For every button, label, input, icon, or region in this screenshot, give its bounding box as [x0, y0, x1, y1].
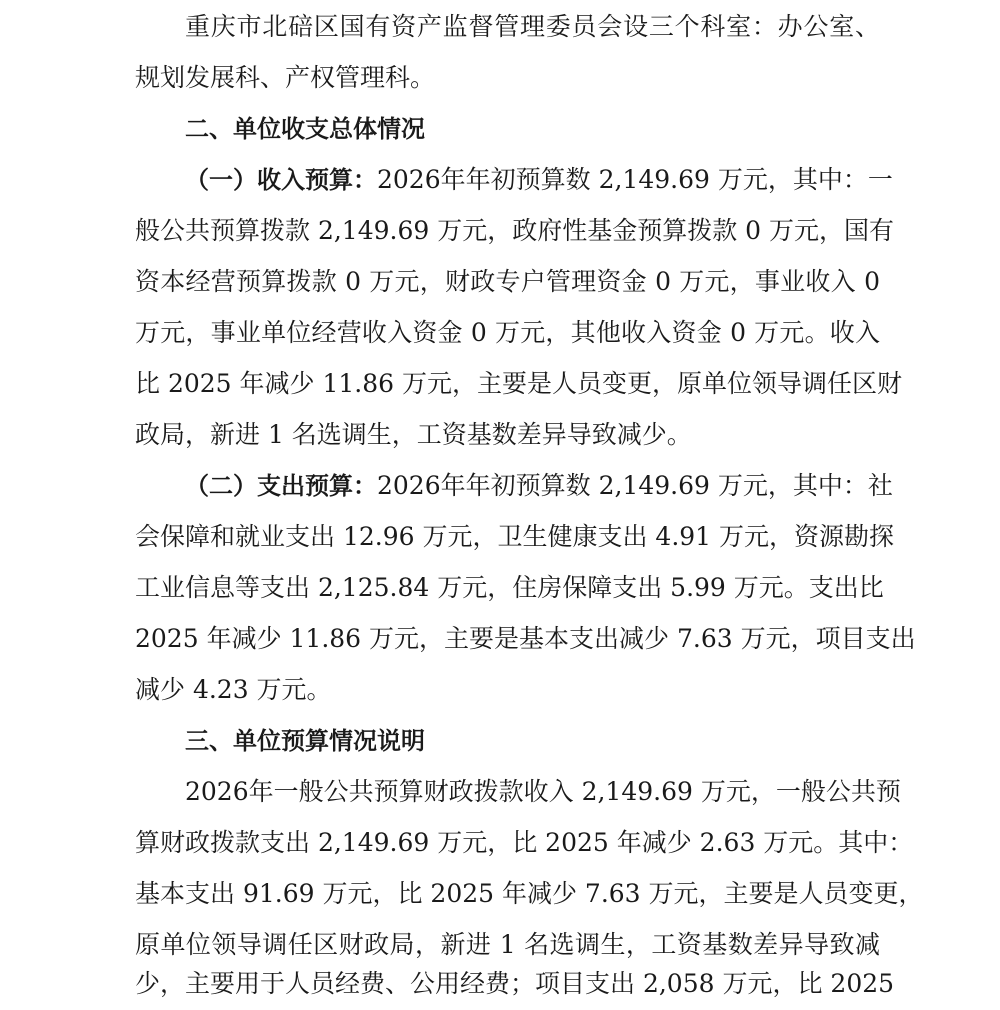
paragraph-line: 政局，新进 1 名选调生，工资基数差异导致减少。	[135, 420, 692, 449]
paragraph-line: 会保障和就业支出 12.96 万元，卫生健康支出 4.91 万元，资源勘探	[135, 522, 895, 551]
paragraph-line: 2026年一般公共预算财政拨款收入 2,149.69 万元，一般公共预	[185, 777, 901, 806]
paragraph-line: 比 2025 年减少 11.86 万元，主要是人员变更，原单位领导调任区财	[135, 369, 902, 398]
paragraph-line: 万元，事业单位经营收入资金 0 万元，其他收入资金 0 万元。收入	[135, 318, 880, 347]
paragraph-line: 资本经营预算拨款 0 万元，财政专户管理资金 0 万元，事业收入 0	[135, 267, 880, 296]
paragraph-line: 重庆市北碚区国有资产监督管理委员会设三个科室：办公室、	[185, 12, 880, 41]
paragraph-line: 少，主要用于人员经费、公用经费；项目支出 2,058 万元，比 2025	[135, 969, 895, 998]
paragraph-line: 算财政拨款支出 2,149.69 万元，比 2025 年减少 2.63 万元。其中：	[135, 828, 914, 857]
section-heading: 三、单位预算情况说明	[185, 727, 425, 755]
income-lead: （一）收入预算：	[185, 166, 377, 194]
paragraph-line: 基本支出 91.69 万元，比 2025 年减少 7.63 万元，主要是人员变更，	[135, 879, 924, 908]
income-line1-text: 2026年年初预算数 2,149.69 万元，其中：一	[377, 165, 893, 194]
expense-line1-text: 2026年年初预算数 2,149.69 万元，其中：社	[377, 471, 893, 500]
section-heading: 二、单位收支总体情况	[185, 115, 425, 143]
paragraph-line: 2025 年减少 11.86 万元，主要是基本支出减少 7.63 万元，项目支出	[135, 624, 916, 653]
expense-lead: （二）支出预算：	[185, 472, 377, 500]
paragraph-line: 原单位领导调任区财政局，新进 1 名选调生，工资基数差异导致减	[135, 930, 880, 959]
expense-paragraph-line	[185, 460, 893, 512]
paragraph-line: 般公共预算拨款 2,149.69 万元，政府性基金预算拨款 0 万元，国有	[135, 216, 895, 245]
paragraph-line: 规划发展科、产权管理科。	[135, 63, 436, 92]
paragraph-line: 减少 4.23 万元。	[135, 675, 332, 704]
paragraph-line: 工业信息等支出 2,125.84 万元，住房保障支出 5.99 万元。支出比	[135, 573, 884, 602]
income-paragraph-line	[185, 154, 893, 206]
